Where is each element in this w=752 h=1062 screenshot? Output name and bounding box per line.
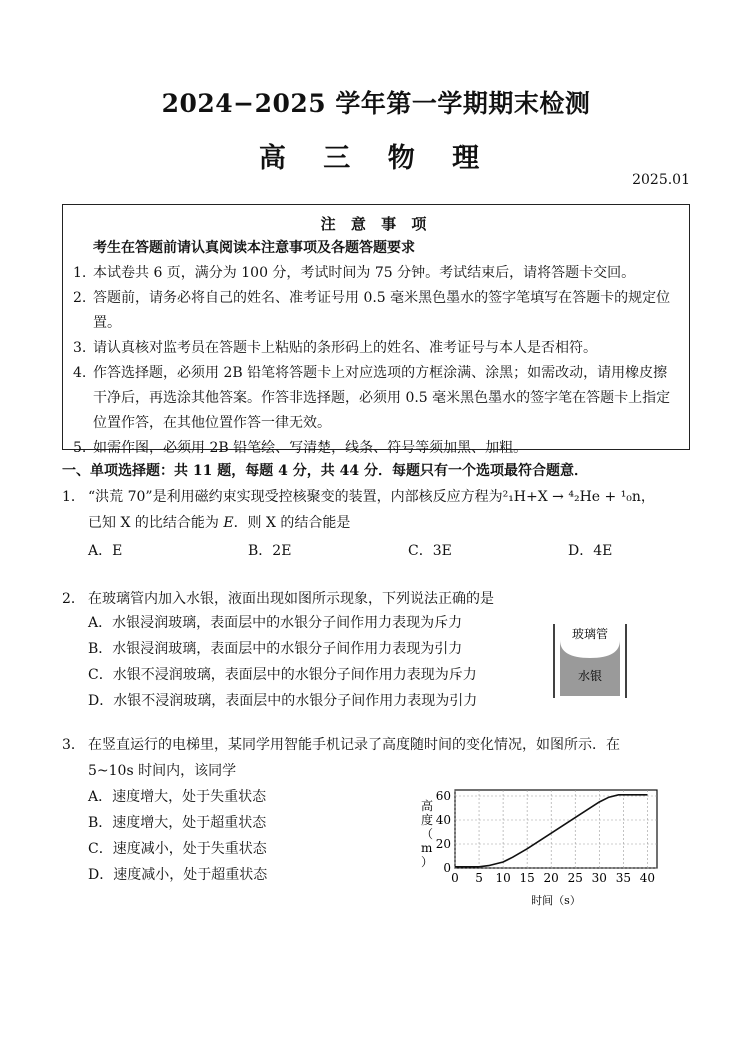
- option-b[interactable]: B．水银浸润玻璃，表面层中的水银分子间作用力表现为引力: [88, 641, 463, 657]
- exam-date: 2025.01: [632, 172, 690, 188]
- notice-subtitle: 考生在答题前请认真阅读本注意事项及各题答题要求: [93, 240, 415, 256]
- option-a[interactable]: A．速度增大，处于失重状态: [88, 789, 267, 805]
- notice-list: [73, 261, 681, 461]
- x-tick-label: 10: [495, 871, 511, 885]
- notice-box: [62, 204, 690, 456]
- y-axis-label-char: 高: [421, 799, 434, 813]
- question-number: 3．: [62, 737, 85, 753]
- x-axis-label: 时间（s）: [531, 894, 581, 907]
- notice-title: 注 意 事 项: [320, 215, 432, 233]
- q1-options: [88, 540, 728, 560]
- y-axis-label-char: m: [421, 841, 433, 855]
- tube-label: 玻璃管: [571, 627, 609, 641]
- mercury-shape: [560, 640, 620, 696]
- q2-options: [88, 610, 477, 714]
- x-tick-label: 35: [615, 871, 631, 885]
- y-tick-label: 40: [435, 813, 451, 827]
- option-c[interactable]: C．3E: [408, 543, 452, 559]
- option-d[interactable]: D．4E: [568, 543, 613, 559]
- nuclear-equation: ²₁H+X → ⁴₂He + ¹₀n，: [502, 489, 655, 505]
- chart-grid: [455, 790, 657, 868]
- question-number: 2．: [62, 591, 85, 607]
- question-text: “洪荒 70”是利用磁约束实现受控核聚变的装置，内部核反应方程为²₁H+X → ⁴₂He + ¹₀n，: [88, 489, 655, 505]
- notice-item: 1. 本试卷共 6 页，满分为 100 分，考试时间为 75 分钟。考试结束后，请将答题卡交回。: [73, 265, 636, 281]
- option-c[interactable]: C．速度减小，处于失重状态: [88, 841, 267, 857]
- y-axis-label-char: ）: [421, 855, 434, 869]
- q3-options: [88, 784, 267, 888]
- plot-frame: [455, 790, 657, 868]
- section-heading: 一、单项选择题：共 11 题，每题 4 分，共 44 分．每题只有一个选项最符合题意．: [62, 463, 588, 479]
- question-1: 1． “洪荒 70”是利用磁约束实现受控核聚变的装置，内部核反应方程为²₁H+X → ⁴₂He + ¹₀n， 已知 X 的比结合能为 E ．则 X 的结合能是: [62, 484, 702, 536]
- glass-tube-figure: [550, 622, 630, 702]
- x-tick-label: 40: [639, 871, 656, 885]
- y-tick-label: 20: [435, 837, 451, 851]
- question-3: 3． 在竖直运行的电梯里，某同学用智能手机记录了高度随时间的变化情况，如图所示．在 5~10s 时间内，该同学: [62, 732, 702, 784]
- question-text: 在玻璃管内加入水银，液面出现如图所示现象，下列说法正确的是: [88, 591, 494, 607]
- height-time-chart: [405, 780, 675, 910]
- x-tick-label: 20: [543, 871, 559, 885]
- x-tick-label: 0: [451, 871, 459, 885]
- y-tick-label: 60: [435, 789, 451, 803]
- y-axis-label-char: （: [421, 827, 434, 841]
- mercury-label: 水银: [577, 669, 603, 683]
- exam-subtitle: 高 三 物 理: [258, 143, 494, 174]
- x-tick-label: 5: [475, 871, 483, 885]
- y-axis-label: [421, 798, 433, 869]
- option-b[interactable]: B．速度增大，处于超重状态: [88, 815, 267, 831]
- x-tick-label: 25: [567, 871, 583, 885]
- question-text: 在竖直运行的电梯里，某同学用智能手机记录了高度随时间的变化情况，如图所示．在: [88, 737, 620, 753]
- question-2: [62, 586, 494, 612]
- option-c[interactable]: C．水银不浸润玻璃，表面层中的水银分子间作用力表现为斥力: [88, 667, 477, 683]
- notice-item: 4. 作答选择题，必须用 2B 铅笔将答题卡上对应选项的方框涂满、涂黑；如需改动，请用橡皮擦干净后，再选涂其他答案。作答非选择题，必须用 0.5 毫米黑色墨水的签字笔在答题卡上指定位置作答，在其他位置作答一律无效。: [73, 365, 671, 431]
- option-a[interactable]: A．E: [88, 543, 123, 559]
- x-tick-label: 15: [519, 871, 535, 885]
- x-tick-label: 30: [591, 871, 607, 885]
- option-d[interactable]: D．速度减小，处于超重状态: [88, 867, 268, 883]
- option-a[interactable]: A．水银浸润玻璃，表面层中的水银分子间作用力表现为斥力: [88, 615, 463, 631]
- option-b[interactable]: B．2E: [248, 543, 292, 559]
- notice-item: 2. 答题前，请务必将自己的姓名、准考证号用 0.5 毫米黑色墨水的签字笔填写在答题卡的规定位置。: [73, 290, 671, 331]
- exam-title: 2024−2025 学年第一学期期末检测: [161, 89, 591, 118]
- y-tick-label: 0: [443, 861, 451, 875]
- notice-item: 3. 请认真核对监考员在答题卡上粘贴的条形码上的姓名、准考证号与本人是否相符。: [73, 340, 597, 356]
- notice-item: 5. 如需作图，必须用 2B 铅笔绘、写清楚，线条、符号等须加黑、加粗。: [73, 440, 528, 456]
- question-number: 1．: [62, 489, 85, 505]
- option-d[interactable]: D．水银不浸润玻璃，表面层中的水银分子间作用力表现为引力: [88, 693, 478, 709]
- y-axis-label-char: 度: [421, 813, 434, 827]
